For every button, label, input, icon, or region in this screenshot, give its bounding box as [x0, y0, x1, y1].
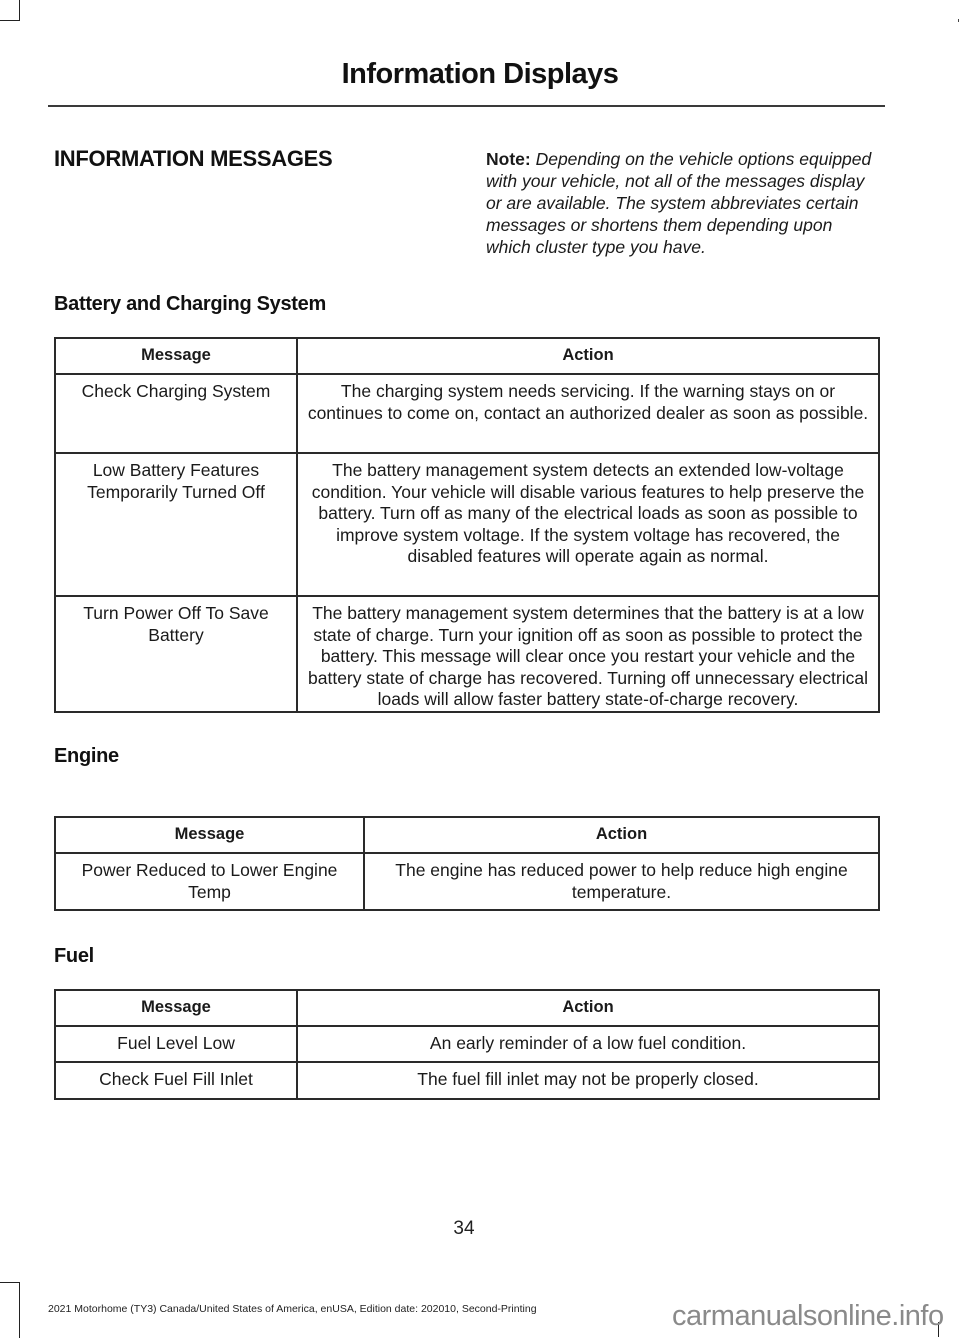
- action-cell: The battery management system determines that the battery is at a low state of charge. Turn your ignition off as soon as possible to protect the battery. This message will clear once you restart your vehicle and the battery state of charge has recovered. Turning off unnecessary electrical loads will allow faster battery state-of-charge recovery.: [297, 596, 879, 712]
- message-cell: Check Charging System: [55, 374, 297, 453]
- column-header-action: Action: [297, 990, 879, 1026]
- crop-mark-top-left: [0, 0, 20, 21]
- table-row: [55, 1062, 879, 1099]
- table-row: [55, 853, 879, 910]
- crop-mark-bottom-left: [0, 1282, 20, 1338]
- action-cell: The fuel fill inlet may not be properly closed.: [297, 1062, 879, 1099]
- column-header-action: Action: [364, 817, 879, 853]
- engine-section-title: Engine: [54, 745, 119, 767]
- message-cell: Low Battery Features Temporarily Turned Off: [55, 453, 297, 596]
- page-header-title: Information Displays: [341, 58, 619, 90]
- action-cell: The battery management system detects an extended low-voltage condition. Your vehicle will disable various features to help preserve the battery. Turn off as many of the electrical loads as soon as possible to improve system voltage. If the system voltage has recovered, the disabled features will operate again as normal.: [297, 453, 879, 596]
- engine-messages-table: [54, 816, 880, 911]
- action-cell: The engine has reduced power to help reduce high engine temperature.: [364, 853, 879, 910]
- edition-footer: 2021 Motorhome (TY3) Canada/United States of America, enUSA, Edition date: 202010, Second-Printing: [48, 1303, 537, 1315]
- watermark: carmanualsonline.info: [672, 1300, 944, 1332]
- crop-mark-top-right: [958, 19, 959, 22]
- note-text: Depending on the vehicle options equipped with your vehicle, not all of the messages display or are available. The system abbreviates certain messages or shortens them depending upon which cluster type you have.: [486, 149, 872, 257]
- table-header-row: [55, 817, 879, 853]
- column-header-message: Message: [55, 990, 297, 1026]
- action-cell: The charging system needs servicing. If the warning stays on or continues to come on, contact an authorized dealer as soon as possible.: [297, 374, 879, 453]
- fuel-messages-table: [54, 989, 880, 1100]
- header-divider: [48, 105, 885, 107]
- column-header-action: Action: [297, 338, 879, 374]
- column-header-message: Message: [55, 817, 364, 853]
- table-row: [55, 453, 879, 596]
- table-header-row: [55, 990, 879, 1026]
- message-cell: Turn Power Off To Save Battery: [55, 596, 297, 712]
- table-row: [55, 596, 879, 712]
- note-label: Note:: [486, 149, 531, 169]
- battery-messages-table: [54, 337, 880, 713]
- table-header-row: [55, 338, 879, 374]
- table-row: [55, 374, 879, 453]
- message-cell: Power Reduced to Lower Engine Temp: [55, 853, 364, 910]
- fuel-section-title: Fuel: [54, 945, 94, 967]
- message-cell: Fuel Level Low: [55, 1026, 297, 1062]
- note-paragraph: [486, 148, 881, 258]
- table-row: [55, 1026, 879, 1062]
- battery-section-title: Battery and Charging System: [54, 293, 326, 315]
- action-cell: An early reminder of a low fuel condition.: [297, 1026, 879, 1062]
- message-cell: Check Fuel Fill Inlet: [55, 1062, 297, 1099]
- column-header-message: Message: [55, 338, 297, 374]
- section-title: INFORMATION MESSAGES: [54, 146, 333, 171]
- page-number: 34: [453, 1218, 475, 1239]
